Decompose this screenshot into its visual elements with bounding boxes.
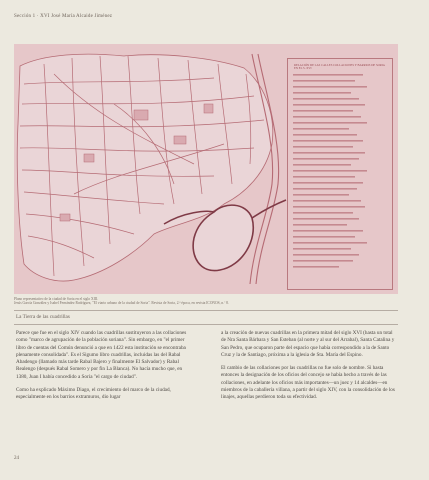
body-column-left xyxy=(16,330,192,408)
running-header: Sección 1 · XVI José María Alcaide Jiménez xyxy=(14,14,113,19)
map-legend xyxy=(287,58,393,290)
caption-line-1: Plano representativo de la ciudad de Soria en el siglo XIII. xyxy=(14,297,99,301)
body-column-right xyxy=(221,330,397,408)
section-rule-top xyxy=(14,310,398,311)
body-paragraph: El cambio de las collaciones por las cuadrillas no fue solo de nombre. Si hasta entonces la designación de los oficios del concejo se había hecho a través de las collaciones, en adelante los oficios más importantes—un juez y 14 alcaldes—en miembros de la caballería villana, a partir del siglo XIV, con la consolidación de los linajes, aquellas perdieron toda su efectividad. xyxy=(221,365,395,401)
section-title: La Tierra de las cuadrillas xyxy=(16,314,70,320)
caption-line-2: Jesús García González y Isabel Fernández Rodríguez, "El viario urbano de la ciudad de Soria". Revista de Soria, 2.ª época, en revista ICONOS, n.º 8. xyxy=(14,301,229,306)
figure-caption xyxy=(14,297,394,306)
legend-title: RELACIÓN DE LAS CALLES COLLACIONES Y BARRIOS DE SORIA EN EL S. XVI xyxy=(294,63,385,71)
page-number: 24 xyxy=(14,456,19,461)
body-paragraph: Como ha explicado Máximo Diago, el crecimiento del marco de la ciudad, especialmente en los barrios extramuros, dio lugar xyxy=(16,387,171,401)
body-paragraph: a la creación de nuevas cuadrillas en la primera mitad del siglo XVI (hasta un total de Nra Santa Bárbara y San Esteban (al norte y al sur del Arrabal), Santa Catalina y San Pedro, que ocuparon parte del espacio que había correspondido a la de Santo Cruz y la de Santiago, próxima a la iglesia de Sta. María del Espino. xyxy=(221,330,395,358)
section-rule-bottom xyxy=(14,324,398,325)
body-paragraph: Parece que fue en el siglo XIV cuando las cuadrillas sustituyeron a las collaciones como "marco de agrupación de la población soriana". Sin embargo, en "el primer libro de cuentas del Común denunció a que en 1422 esta institución se encontraba plenamente consolidada". Es el Sigumo libro cuadrillas, incluidas las del Rabal Abadengo (llamado más tarde Rabal Bajero y finalmente El Salvador) y Rabal Realengo (después Rabal Somero y por fin La Blanca). No hacía mucho que, en 1380, Juan I había concedido a Soria "el cargo de ciudad". xyxy=(16,330,187,380)
